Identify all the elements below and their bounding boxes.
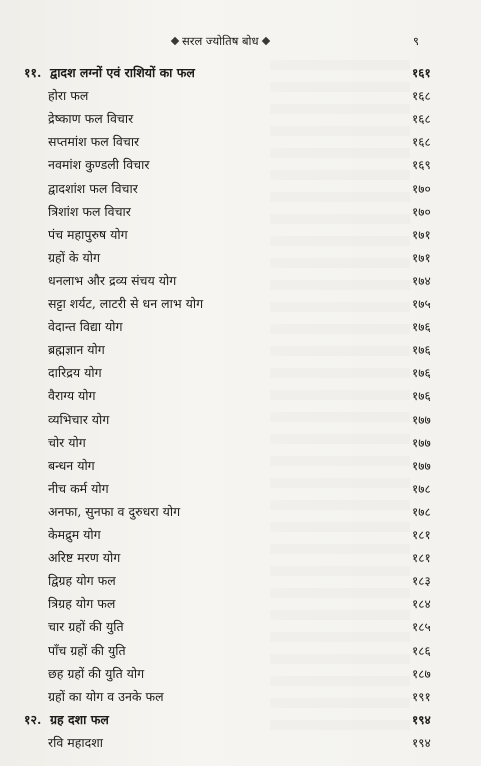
- toc-entry: [0, 478, 481, 500]
- entry-title: अरिष्ट मरण योग: [48, 550, 121, 566]
- entry-title: पंच महापुरुष योग: [48, 226, 128, 242]
- entry-title: छह ग्रहों की युति योग: [48, 665, 145, 681]
- entry-title: ग्रहों का योग व उनके फल: [48, 688, 164, 704]
- entry-page: १७६: [412, 343, 431, 358]
- entry-page: १६८: [412, 89, 431, 104]
- entry-page: १८६: [412, 643, 431, 658]
- entry-page: १७७: [412, 412, 431, 427]
- entry-title: दारिद्रय योग: [48, 365, 102, 381]
- entry-title: सप्तमांश फल विचार: [48, 134, 140, 150]
- entry-title: नीच कर्म योग: [48, 480, 109, 496]
- toc-entry: [0, 616, 481, 638]
- entry-page: १६८: [412, 112, 431, 127]
- entry-title: चार ग्रहों की युति: [48, 619, 124, 635]
- entry-page: १७६: [412, 389, 431, 404]
- entry-page: १८१: [412, 528, 431, 542]
- entry-page: १८४: [412, 597, 431, 612]
- entry-page: १८१: [412, 551, 431, 566]
- toc-entry: [0, 201, 481, 223]
- entry-title: वेदान्त विद्या योग: [48, 319, 123, 335]
- entry-title: ग्रहों के योग: [48, 249, 100, 265]
- chapter-number: ११.: [24, 65, 42, 80]
- entry-title: धनलाभ और द्रव्य संचय योग: [48, 272, 177, 288]
- entry-page: १७८: [412, 481, 431, 496]
- entry-title: सट्टा शर्यट, लाटरी से धन लाभ योग: [48, 296, 204, 311]
- toc-entry: [0, 339, 481, 361]
- toc-entry: [0, 316, 481, 338]
- toc-entry: [0, 593, 481, 615]
- toc-entry: [0, 547, 481, 569]
- chapter-page: १९४: [412, 712, 431, 727]
- entry-title: अनफा, सुनफा व दुरुधरा योग: [48, 503, 181, 519]
- toc-entry: [0, 524, 481, 546]
- toc-entry: [0, 224, 481, 246]
- entry-page: १८५: [412, 620, 431, 635]
- toc-entry: [0, 108, 481, 130]
- toc-entry: [0, 270, 481, 292]
- toc-entry: [0, 663, 481, 685]
- chapter-title: ग्रह दशा फल: [50, 711, 109, 727]
- toc-entry: [0, 732, 481, 754]
- entry-title: बन्धन योग: [48, 457, 95, 473]
- entry-page: १७४: [412, 273, 431, 288]
- entry-title: द्विग्रह योग फल: [48, 573, 116, 589]
- entry-page: १६८: [412, 135, 431, 150]
- entry-page: १७७: [412, 435, 431, 450]
- chapter-number: १२.: [24, 711, 42, 727]
- entry-page: १८७: [412, 666, 431, 681]
- toc-entry: [0, 362, 481, 384]
- page-number: ९: [413, 34, 419, 48]
- entry-page: १७८: [412, 504, 431, 519]
- entry-page: १७०: [412, 181, 431, 196]
- toc-entry: [0, 178, 481, 200]
- entry-title: केमद्रुम योग: [48, 527, 101, 542]
- entry-page: १७१: [412, 227, 431, 242]
- entry-title: त्रिग्रह योग फल: [48, 596, 116, 612]
- entry-page: १८३: [412, 574, 431, 589]
- toc-entry: [0, 570, 481, 592]
- toc-entry: [0, 85, 481, 107]
- entry-page: १७०: [412, 204, 431, 219]
- entry-title: वैराग्य योग: [48, 388, 96, 404]
- toc-entry: [0, 432, 481, 454]
- entry-page: १७६: [412, 366, 431, 381]
- chapter-page: १६१: [412, 66, 431, 80]
- chapter-row: [0, 62, 481, 84]
- entry-title: त्रिशांश फल विचार: [48, 203, 131, 219]
- entry-title: द्वादशांश फल विचार: [48, 180, 138, 196]
- entry-page: १९४: [412, 735, 431, 750]
- toc-entry: [0, 154, 481, 176]
- toc-entry: [0, 409, 481, 431]
- entry-title: रवि महादशा: [48, 734, 103, 750]
- chapter-title: द्वादश लग्नों एवं राशियों का फल: [50, 65, 195, 80]
- entry-title: चोर योग: [48, 434, 86, 450]
- toc-entry: [0, 686, 481, 708]
- toc-entry: [0, 293, 481, 315]
- entry-page: १९१: [412, 689, 431, 704]
- toc-entry: [0, 455, 481, 477]
- toc-entry: [0, 385, 481, 407]
- toc-entry: [0, 247, 481, 269]
- toc-entry: [0, 131, 481, 153]
- entry-title: नवमांश कुण्डली विचार: [48, 157, 150, 173]
- entry-title: होरा फल: [48, 88, 89, 104]
- book-title: सरल ज्योतिष बोध: [182, 34, 259, 48]
- toc-entry: [0, 501, 481, 523]
- chapter-row: [0, 709, 481, 731]
- entry-title: ब्रह्मज्ञान योग: [48, 342, 105, 358]
- entry-title: पाँच ग्रहों की युति: [48, 642, 126, 658]
- entry-page: १७५: [412, 297, 431, 311]
- toc-entry: [0, 640, 481, 662]
- entry-page: १७६: [412, 320, 431, 335]
- entry-page: १७१: [412, 250, 431, 265]
- entry-page: १६९: [412, 158, 431, 173]
- entry-page: १७७: [412, 458, 431, 473]
- entry-title: व्यभिचार योग: [48, 411, 110, 427]
- entry-title: द्रेष्काण फल विचार: [48, 111, 134, 127]
